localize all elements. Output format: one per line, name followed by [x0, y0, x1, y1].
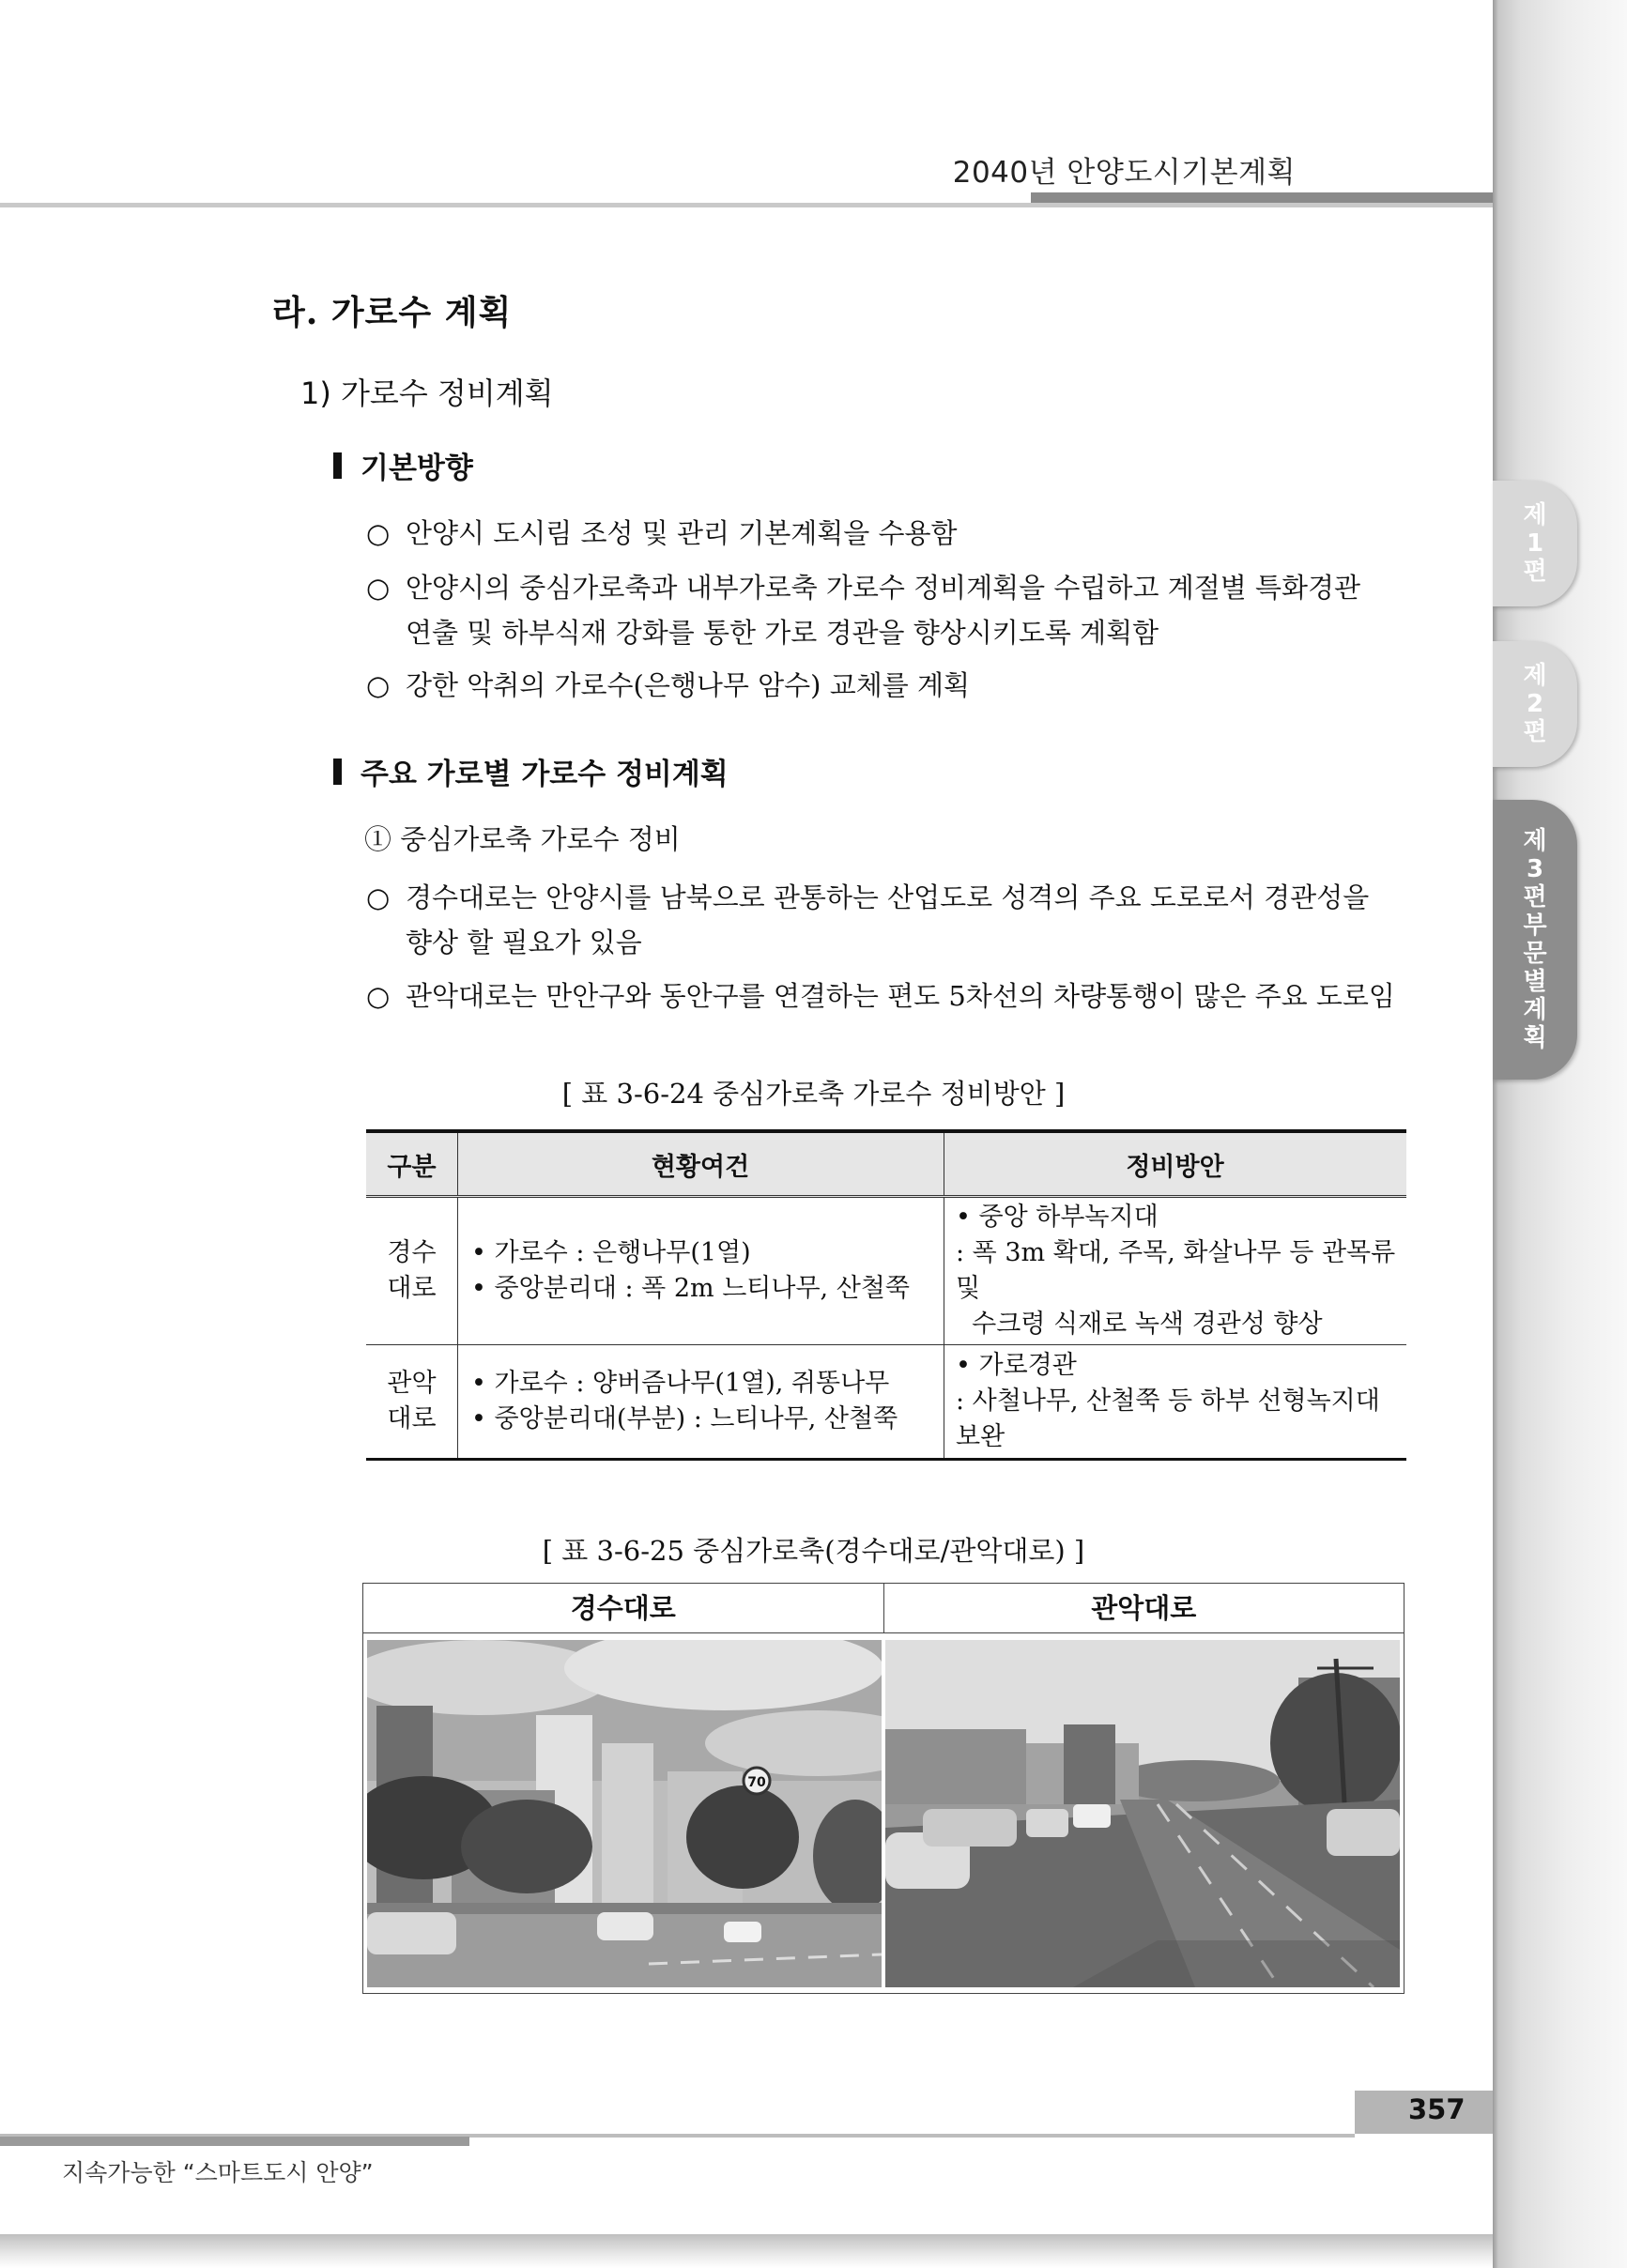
heading-text: 주요 가로별 가로수 정비계획 [361, 758, 729, 791]
row-name-line: 경수 [387, 1238, 437, 1267]
table-header-row [366, 1131, 1406, 1197]
col-header-plan: 정비방안 [944, 1131, 1407, 1197]
page-bottom-shadow [0, 2234, 1493, 2268]
bullet-major-1 [366, 875, 1408, 965]
status-cell [458, 1345, 944, 1460]
bullet-basic-3 [366, 663, 1408, 708]
tab-part-3[interactable] [1493, 800, 1577, 1080]
bullet-text: 안양시 도시림 조성 및 관리 기본계획을 수용함 [406, 517, 958, 549]
heading-bar-icon [333, 452, 342, 479]
status-line: • 가로수 : 은행나무(1열) [471, 1238, 751, 1267]
speed-sign-text: 70 [747, 1775, 766, 1790]
bullet-major-2 [366, 973, 1408, 1019]
photo-header-gwanak: 관악대로 [1091, 1592, 1197, 1624]
subsection-title: 1) 가로수 정비계획 [300, 375, 554, 411]
photo-header-gyeongsu: 경수대로 [363, 1584, 884, 1632]
plan-line: 수크령 식재로 녹색 경관성 향상 [956, 1310, 1323, 1339]
gwanak-road-photo [885, 1640, 1400, 1987]
tab-char: 계 [1523, 996, 1547, 1024]
tab-char: 부 [1523, 912, 1547, 940]
bullet-text-continued: 연출 및 하부식재 강화를 통한 가로 경관을 향상시키도록 계획함 [406, 617, 1159, 649]
circle-bullet-icon: ○ [366, 572, 391, 604]
row-name-line: 대로 [387, 1274, 437, 1303]
heading-bar-icon [333, 759, 342, 785]
status-line: • 중앙분리대 : 폭 2m 느티나무, 산철쭉 [471, 1274, 910, 1303]
tab-char: 획 [1523, 1024, 1547, 1052]
status-cell [458, 1197, 944, 1345]
heading-major-roads [333, 750, 729, 792]
col-header-category: 구분 [366, 1131, 458, 1197]
gyeongsu-road-photo [367, 1640, 882, 1987]
heading-text: 기본방향 [361, 452, 473, 485]
tab-char: 제 [1523, 662, 1547, 690]
row-name-cell [366, 1345, 458, 1460]
row-name-cell [366, 1197, 458, 1345]
circle-bullet-icon: ○ [366, 517, 391, 549]
tab-char: 문 [1523, 940, 1547, 968]
bullet-text: 안양시의 중심가로축과 내부가로축 가로수 정비계획을 수립하고 계절별 특화경관 [406, 572, 1361, 604]
circle-bullet-icon: ○ [366, 881, 391, 913]
tab-char: 편 [1523, 883, 1547, 912]
table1-caption: [ 표 3-6-24 중심가로축 가로수 정비방안 ] [561, 1078, 1066, 1110]
plan-line: • 중앙 하부녹지대 [956, 1203, 1159, 1232]
heading-basic-direction [333, 444, 473, 486]
col-header-status: 현황여건 [458, 1131, 944, 1197]
section-title: 라. 가로수 계획 [272, 293, 513, 332]
page-number: 357 [1408, 2093, 1466, 2125]
circle-bullet-icon: ○ [366, 980, 391, 1012]
running-header-title: 2040년 안양도시기본계획 [952, 156, 1296, 190]
plan-cell [944, 1345, 1407, 1460]
road-photo-table [362, 1583, 1404, 1994]
street-tree-plan-table [366, 1129, 1406, 1461]
plan-cell [944, 1197, 1407, 1345]
tab-char: 편 [1523, 558, 1547, 586]
table2-caption: [ 표 3-6-25 중심가로축(경수대로/관악대로) ] [542, 1535, 1085, 1567]
circle-bullet-icon: ○ [366, 669, 391, 701]
header-rule [0, 203, 1493, 207]
page-edge-shadow [1493, 0, 1627, 2268]
bullet-text: 관악대로는 만안구와 동안구를 연결하는 편도 5차선의 차량통행이 많은 주요 도로임 [406, 980, 1395, 1012]
status-line: • 가로수 : 양버즘나무(1열), 쥐똥나무 [471, 1369, 890, 1398]
footer-slogan: 지속가능한 “스마트도시 안양” [62, 2159, 374, 2186]
row-name-line: 대로 [387, 1404, 437, 1433]
tab-char: 제 [1523, 501, 1547, 529]
tab-char: 편 [1523, 718, 1547, 746]
table-row [366, 1345, 1406, 1460]
tab-char: 2 [1526, 690, 1544, 718]
footer-rule-accent [0, 2137, 469, 2146]
numbered-item: ① 중심가로축 가로수 정비 [364, 823, 681, 855]
status-line: • 중앙분리대(부분) : 느티나무, 산철쭉 [471, 1404, 898, 1433]
photo-table-header [363, 1584, 1404, 1633]
bullet-basic-2 [366, 565, 1408, 655]
tab-char: 1 [1526, 529, 1544, 558]
header-rule-accent [1031, 192, 1493, 203]
bullet-text: 경수대로는 안양시를 남북으로 관통하는 산업도로 성격의 주요 도로로서 경관성을 [406, 881, 1370, 913]
bullet-text-continued: 향상 할 필요가 있음 [406, 927, 642, 958]
tab-part-1[interactable] [1493, 481, 1577, 606]
plan-line: : 폭 3m 확대, 주목, 화살나무 등 관목류 및 [956, 1238, 1396, 1303]
table-row [366, 1197, 1406, 1345]
tab-char: 3 [1526, 855, 1544, 883]
row-name-line: 관악 [387, 1369, 437, 1398]
bullet-basic-1 [366, 511, 1408, 556]
bullet-text: 강한 악취의 가로수(은행나무 암수) 교체를 계획 [406, 669, 970, 701]
tab-char: 제 [1523, 827, 1547, 855]
tab-part-2[interactable] [1493, 641, 1577, 767]
plan-line: : 사철나무, 산철쭉 등 하부 선형녹지대 보완 [956, 1387, 1380, 1451]
plan-line: • 가로경관 [956, 1351, 1077, 1380]
tab-char: 별 [1523, 968, 1547, 996]
